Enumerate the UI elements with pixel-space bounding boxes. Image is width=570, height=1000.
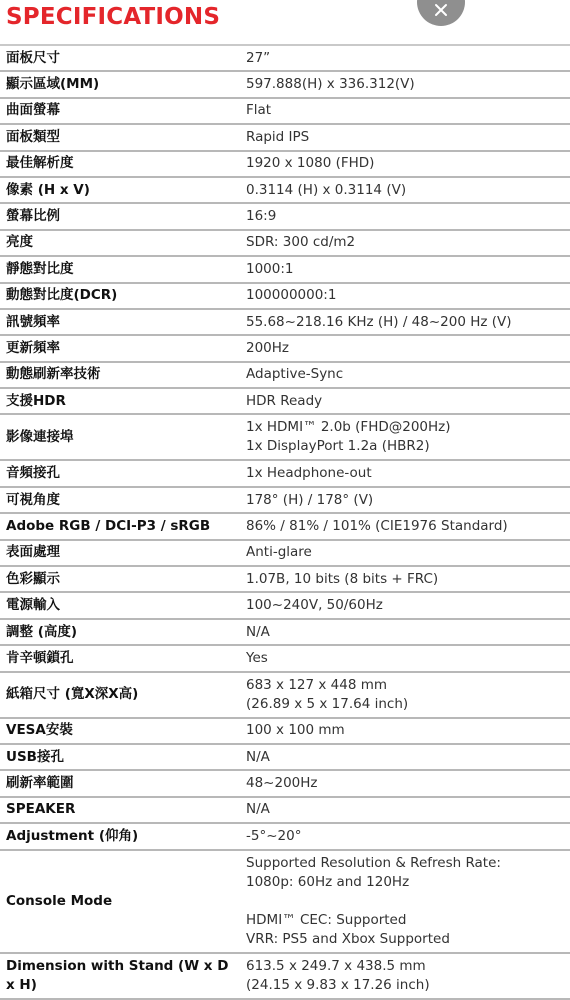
spec-row (0, 719, 570, 745)
spec-value-line: 16:9 (246, 208, 277, 225)
spec-label: 面板尺寸 (6, 49, 60, 66)
spec-value-line: 613.5 x 249.7 x 438.5 mm (246, 957, 426, 974)
spec-label: 螢幕比例 (6, 208, 60, 225)
spec-row (0, 954, 570, 1000)
spec-value (240, 748, 570, 767)
spec-row (0, 798, 570, 824)
spec-value (240, 827, 570, 846)
spec-value (240, 957, 570, 995)
spec-label: Console Mode (6, 892, 113, 909)
spec-value-line: 1000:1 (246, 260, 294, 277)
spec-value-line: 1x DisplayPort 1.2a (HBR2) (246, 438, 430, 455)
spec-row (0, 231, 570, 257)
spec-label: Adjustment (仰角) (6, 827, 139, 844)
spec-row (0, 257, 570, 283)
close-button[interactable] (417, 0, 465, 26)
spec-label: 顯示區域(MM) (6, 76, 100, 93)
spec-label: 靜態對比度 (6, 260, 74, 277)
spec-row (0, 541, 570, 567)
spec-label: 動態刷新率技術 (6, 366, 101, 383)
spec-value-line: 1920 x 1080 (FHD) (246, 155, 375, 172)
spec-value-line: 1080p: 60Hz and 120Hz (246, 873, 410, 890)
spec-value-line: 100~240V, 50/60Hz (246, 597, 383, 614)
spec-row (0, 178, 570, 204)
spec-value-line: Anti-glare (246, 544, 312, 561)
spec-value-line: VRR: PS5 and Xbox Supported (246, 930, 450, 947)
spec-row (0, 824, 570, 850)
spec-value-line: 683 x 127 x 448 mm (246, 676, 388, 693)
spec-value (240, 464, 570, 483)
spec-label: SPEAKER (6, 801, 76, 818)
spec-row (0, 389, 570, 415)
spec-row (0, 46, 570, 72)
spec-label: 面板類型 (6, 128, 60, 145)
spec-value (240, 154, 570, 173)
spec-value (240, 101, 570, 120)
spec-value (240, 207, 570, 226)
spec-label: 調整 (高度) (6, 623, 78, 640)
spec-value (240, 49, 570, 68)
spec-value (240, 774, 570, 793)
spec-value-line: Rapid IPS (246, 128, 310, 145)
spec-value (240, 596, 570, 615)
spec-value-line: 178° (H) / 178° (V) (246, 491, 374, 508)
spec-value (240, 339, 570, 358)
spec-label: 紙箱尺寸 (寬X深X高) (6, 686, 139, 703)
spec-value (240, 233, 570, 252)
spec-value-line: 86% / 81% / 101% (CIE1976 Standard) (246, 517, 508, 534)
spec-row (0, 99, 570, 125)
spec-row (0, 851, 570, 954)
spec-value (240, 854, 570, 949)
spec-row (0, 593, 570, 619)
spec-label: 最佳解析度 (6, 155, 74, 172)
spec-row (0, 310, 570, 336)
spec-value-line: HDMI™ CEC: Supported (246, 911, 407, 928)
spec-label: 肯辛頓鎖孔 (6, 649, 74, 666)
spec-label: 電源輸入 (6, 597, 60, 614)
spec-label: 曲面螢幕 (6, 102, 60, 119)
spec-label: 影像連接埠 (6, 428, 74, 445)
close-icon (434, 3, 448, 17)
spec-label: 更新頻率 (6, 339, 60, 356)
spec-row (0, 514, 570, 540)
spec-value-line: 200Hz (246, 339, 290, 356)
spec-row (0, 204, 570, 230)
spec-value (240, 392, 570, 411)
spec-label: 色彩顯示 (6, 570, 60, 587)
spec-label: 音頻接孔 (6, 465, 60, 482)
spec-value-line: SDR: 300 cd/m2 (246, 234, 356, 251)
spec-row (0, 646, 570, 672)
spec-value-line: Adaptive-Sync (246, 366, 344, 383)
spec-value-line: 0.3114 (H) x 0.3114 (V) (246, 181, 407, 198)
spec-value-gap (246, 892, 570, 911)
header (0, 0, 570, 44)
spec-value-line: (24.15 x 9.83 x 17.26 inch) (246, 976, 430, 993)
spec-value-line: 100 x 100 mm (246, 722, 345, 739)
spec-value (240, 75, 570, 94)
spec-row (0, 152, 570, 178)
spec-label: 訊號頻率 (6, 313, 60, 330)
spec-label: 亮度 (6, 234, 33, 251)
spec-row (0, 771, 570, 797)
spec-label: 支援HDR (6, 392, 66, 409)
spec-value-line: 1x HDMI™ 2.0b (FHD@200Hz) (246, 419, 451, 436)
spec-value (240, 623, 570, 642)
spec-row (0, 336, 570, 362)
spec-row (0, 567, 570, 593)
spec-row (0, 488, 570, 514)
spec-value (240, 286, 570, 305)
spec-row (0, 125, 570, 151)
spec-value (240, 676, 570, 714)
spec-value-line: HDR Ready (246, 392, 323, 409)
spec-value-line: 597.888(H) x 336.312(V) (246, 76, 415, 93)
spec-value-line: 27” (246, 49, 271, 66)
spec-row (0, 284, 570, 310)
spec-row (0, 673, 570, 719)
spec-value-line: Yes (246, 649, 268, 666)
page-title: SPECIFICATIONS (6, 4, 221, 30)
spec-value-line: 1.07B, 10 bits (8 bits + FRC) (246, 570, 439, 587)
spec-value (240, 570, 570, 589)
spec-row (0, 461, 570, 487)
spec-value-line: 55.68~218.16 KHz (H) / 48~200 Hz (V) (246, 313, 512, 330)
spec-value (240, 418, 570, 456)
spec-label: 刷新率範圍 (6, 775, 74, 792)
spec-label: 可視角度 (6, 491, 60, 508)
spec-value (240, 313, 570, 332)
spec-label: USB接孔 (6, 748, 64, 765)
spec-value (240, 365, 570, 384)
spec-value (240, 649, 570, 668)
spec-row (0, 363, 570, 389)
spec-value-line: (26.89 x 5 x 17.64 inch) (246, 695, 409, 712)
spec-label: 表面處理 (6, 544, 60, 561)
spec-value-line: N/A (246, 748, 270, 765)
spec-label: 像素 (H x V) (6, 181, 90, 198)
spec-value (240, 517, 570, 536)
spec-row (0, 620, 570, 646)
spec-label: 動態對比度(DCR) (6, 287, 118, 304)
spec-value-line: -5°~20° (246, 827, 302, 844)
spec-value (240, 721, 570, 740)
spec-label: Adobe RGB / DCI-P3 / sRGB (6, 517, 211, 534)
spec-value-line: 1x Headphone-out (246, 465, 372, 482)
spec-row (0, 745, 570, 771)
spec-value-line: N/A (246, 801, 270, 818)
spec-value-line: Supported Resolution & Refresh Rate: (246, 854, 501, 871)
spec-row (0, 72, 570, 98)
spec-label: VESA安裝 (6, 722, 73, 739)
spec-table (0, 44, 570, 1000)
spec-row (0, 415, 570, 461)
spec-value (240, 800, 570, 819)
spec-value-line: N/A (246, 623, 270, 640)
spec-value-line: 100000000:1 (246, 287, 337, 304)
spec-label: Dimension with Stand (W x D x H) (6, 957, 229, 993)
spec-value-line: Flat (246, 102, 272, 119)
spec-value (240, 260, 570, 279)
spec-value-line: 48~200Hz (246, 775, 318, 792)
spec-value (240, 491, 570, 510)
spec-value (240, 128, 570, 147)
spec-value (240, 181, 570, 200)
spec-value (240, 543, 570, 562)
